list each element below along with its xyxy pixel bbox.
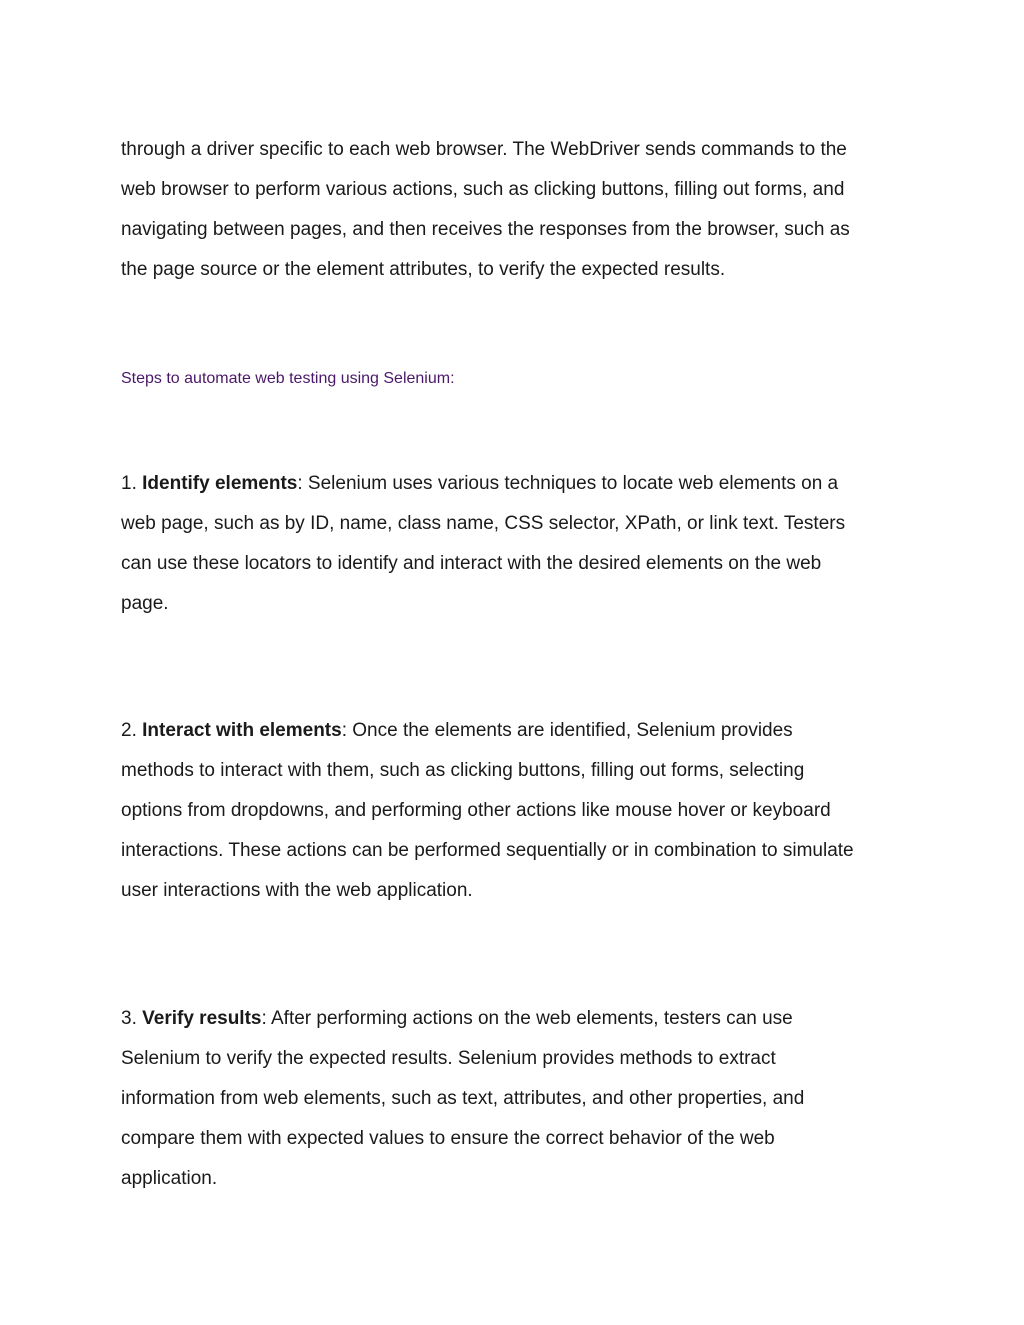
step-2-line: user interactions with the web application. xyxy=(121,880,473,901)
step-3-line: application. xyxy=(121,1168,218,1189)
step-3-title: Verify results xyxy=(142,1008,262,1029)
intro-line: web browser to perform various actions, such as clicking buttons, filling out forms, and xyxy=(121,179,845,200)
step-3-number: 3. xyxy=(121,1008,137,1029)
step-3-text: : After performing actions on the web elements, testers can use xyxy=(261,1008,793,1029)
step-3-line: Selenium to verify the expected results. Selenium provides methods to extract xyxy=(121,1048,776,1069)
step-1-line: web page, such as by ID, name, class name, CSS selector, XPath, or link text. Testers xyxy=(121,513,846,534)
step-2-title: Interact with elements xyxy=(142,720,342,741)
step-3-first-line xyxy=(121,1007,793,1031)
step-1-first-line xyxy=(121,472,838,496)
step-3-line: information from web elements, such as text, attributes, and other properties, and xyxy=(121,1088,805,1109)
step-3-line: compare them with expected values to ensure the correct behavior of the web xyxy=(121,1128,775,1149)
step-1-title: Identify elements xyxy=(142,473,298,494)
steps-heading: Steps to automate web testing using Selenium: xyxy=(121,370,455,387)
intro-line: through a driver specific to each web browser. The WebDriver sends commands to the xyxy=(121,139,847,160)
step-2-line: methods to interact with them, such as clicking buttons, filling out forms, selecting xyxy=(121,760,805,781)
intro-line: the page source or the element attributes, to verify the expected results. xyxy=(121,259,726,280)
step-1-number: 1. xyxy=(121,473,137,494)
step-2-line: interactions. These actions can be performed sequentially or in combination to simulate xyxy=(121,840,854,861)
step-2-first-line xyxy=(121,719,793,743)
step-1-text: : Selenium uses various techniques to locate web elements on a xyxy=(297,473,839,494)
step-2-text: : Once the elements are identified, Selenium provides xyxy=(341,720,793,741)
step-2-line: options from dropdowns, and performing other actions like mouse hover or keyboard xyxy=(121,800,831,821)
step-1-line: page. xyxy=(121,593,169,614)
step-1-line: can use these locators to identify and interact with the desired elements on the web xyxy=(121,553,822,574)
intro-line: navigating between pages, and then receives the responses from the browser, such as xyxy=(121,219,850,240)
step-2-number: 2. xyxy=(121,720,137,741)
